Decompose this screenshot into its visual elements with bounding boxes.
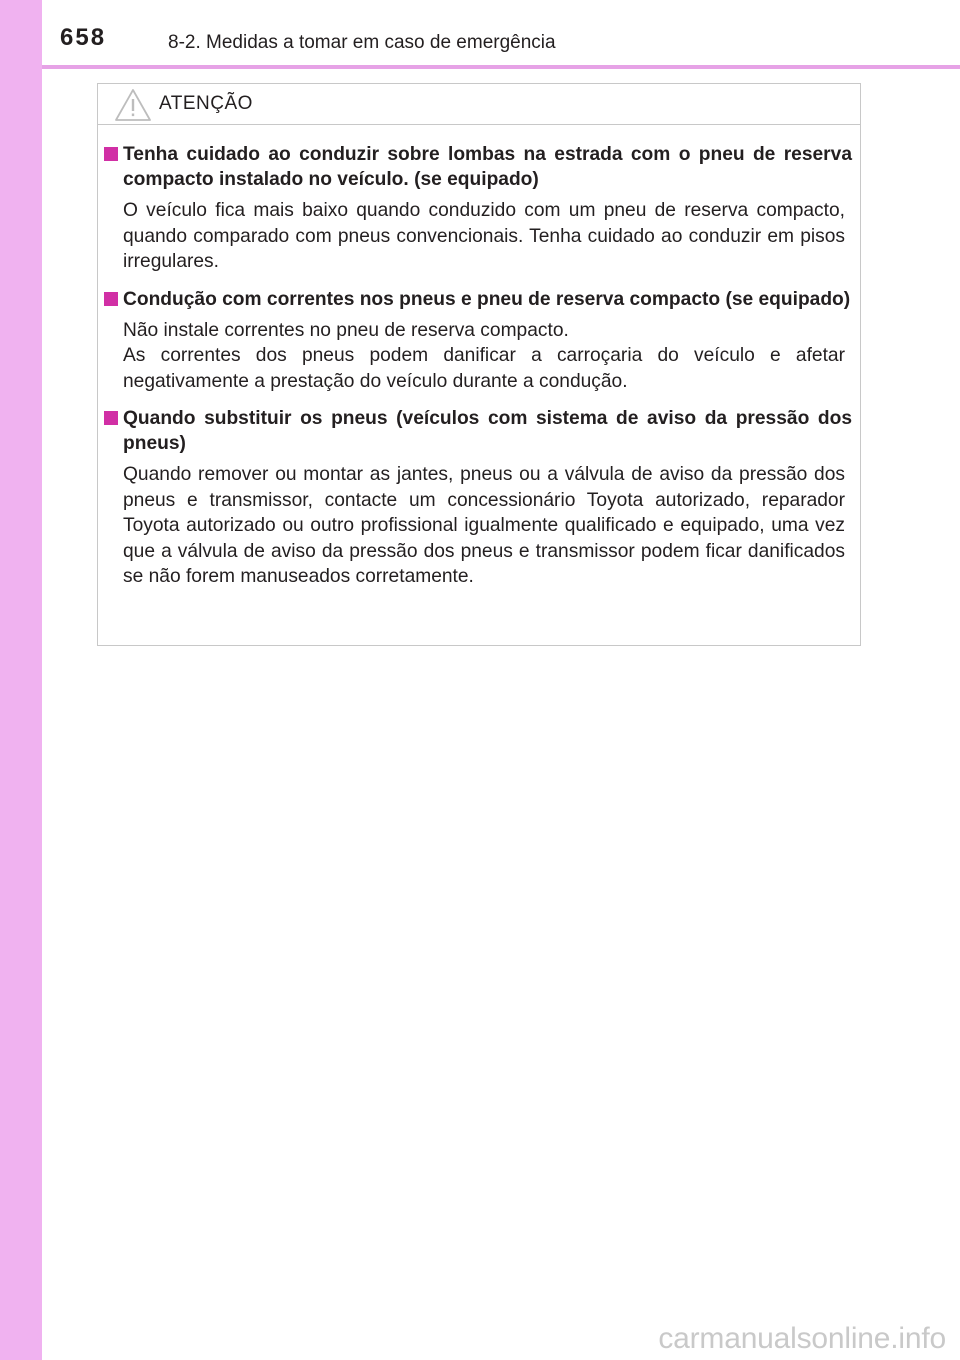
caution-item-text xyxy=(98,198,860,275)
caution-item xyxy=(98,142,860,275)
caution-item-text xyxy=(98,462,860,590)
caution-item-heading xyxy=(98,142,860,192)
caution-item-heading-text: Condução com correntes nos pneus e pneu de reserva compacto (se equipado) xyxy=(123,288,851,310)
watermark: carmanualsonline.info xyxy=(658,1322,946,1355)
caution-item-heading xyxy=(98,287,860,312)
caution-item-paragraph: Quando remover ou montar as jantes, pneus ou a válvula de aviso da pressão dos pneus e transmissor, contacte um concessionário Toyota autorizado, reparador Toyota autorizado ou outro profissional igualmente qualificado e equipado, uma vez que a válvula de aviso da pressão dos pneus e transmissor podem ficar danificados se não forem manuseados corretamente. xyxy=(123,464,845,587)
caution-body xyxy=(98,142,860,602)
square-bullet-icon xyxy=(104,292,118,306)
page-header xyxy=(0,0,960,70)
caution-item-heading-text: Tenha cuidado ao conduzir sobre lombas na estrada com o pneu de reserva compacto instalado no veículo. (se equipado) xyxy=(123,144,852,190)
caution-item xyxy=(98,406,860,590)
caution-header xyxy=(98,84,860,125)
caution-box xyxy=(97,83,861,646)
caution-title: ATENÇÃO xyxy=(159,93,253,114)
side-color-strip xyxy=(0,0,42,1360)
section-title: 8-2. Medidas a tomar em caso de emergência xyxy=(168,32,556,53)
header-divider xyxy=(42,65,960,69)
square-bullet-icon xyxy=(104,147,118,161)
caution-item-paragraph: Não instale correntes no pneu de reserva compacto. xyxy=(123,319,569,341)
caution-item xyxy=(98,287,860,395)
caution-item-heading-text: Quando substituir os pneus (veículos com sistema de aviso da pressão dos pneus) xyxy=(123,408,852,454)
caution-item-paragraph: As correntes dos pneus podem danificar a carroçaria do veículo e afetar negativamente a prestação do veículo durante a condução. xyxy=(123,345,845,392)
caution-item-heading xyxy=(98,406,860,456)
caution-item-text xyxy=(98,318,860,395)
page-number: 658 xyxy=(60,24,107,51)
caution-item-paragraph: O veículo fica mais baixo quando conduzido com um pneu de reserva compacto, quando comparado com pneus convencionais. Tenha cuidado ao conduzir em pisos irregulares. xyxy=(123,200,845,272)
warning-triangle-icon xyxy=(113,87,153,123)
square-bullet-icon xyxy=(104,411,118,425)
